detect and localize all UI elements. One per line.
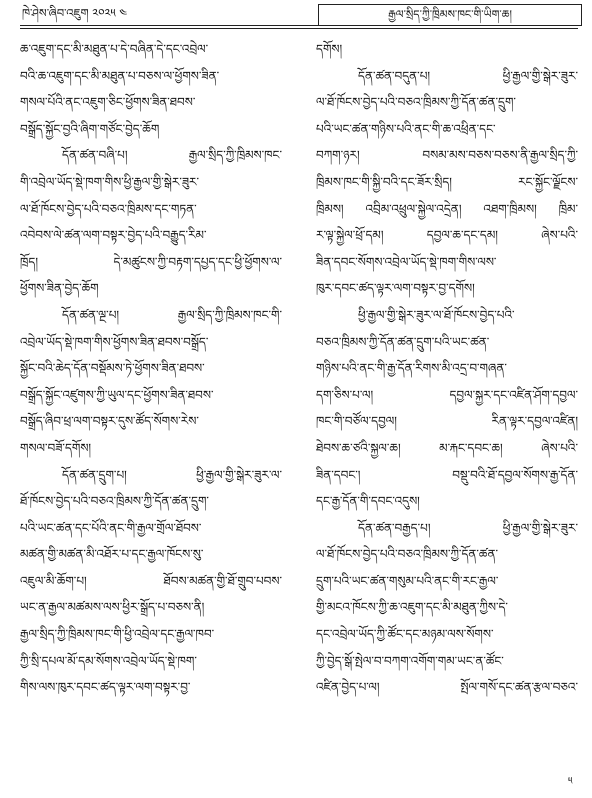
- text-line: འབེབས་ལེ་ཚན་ལག་བསྟར་བྱེད་པའི་བརྒྱུད་རིམ་: [20, 228, 207, 243]
- text-line: སྐྱོང་བའི་ཆེད་དོན་བསྡོམས་ཏེ་ཕྱོགས་ཟིན་ཐབས་: [20, 361, 205, 376]
- text-line: དང་རྒྱ་དོན་གི་དབང་འདུས།: [316, 494, 420, 509]
- text-line: ཕྱོགས་ཟིན་བྱེད་ཆོག: [20, 281, 99, 296]
- text-line: བསྒྲོད་སྐྱོང་བྱའི་ཞིག་གཙོང་བྱེད་ཆོག: [20, 121, 160, 136]
- running-header-left: ཁེ་ཤེས་ཞིབ་འཇུག ༢༠༢༥ ༤: [22, 6, 128, 20]
- text-line: འབྲེལ་ཡོད་སྡེ་ཁག་གིས་ཕྱོགས་ཟིན་ཐབས་བསྒྲོད་: [20, 334, 209, 349]
- text-line: ཁྲོད། དེ་མཚུངས་ཀྱི་བརྟག་དཔྱད་དང་ཕྱི་ཕྱོགས་ལ་: [20, 254, 282, 269]
- text-line: དོན་ཚན་བཞི་པ། རྒྱལ་སྲིད་ཀྱི་ཁྲིམས་ཁང་: [62, 148, 282, 163]
- header-rule-secondary: [20, 28, 578, 29]
- text-line: པའི་ཡང་ཚན་གཉིས་པའི་ནང་གི་ཆ་འཕྲིན་དང་: [316, 121, 496, 136]
- text-line: དོན་ཚན་བརྒྱད་པ། ཕྱི་རྒྱལ་གྱི་སྒེར་ཟུར་: [358, 520, 578, 535]
- text-line: གསལ་བཟོ་དགོས།: [20, 440, 92, 455]
- text-line: ཀྱི་བྱེད་སྒོ་སྤེལ་བ་བཀག་འགོག་གམ་ཡང་ན་ཚོང་: [316, 653, 504, 668]
- text-line: ཁང་གི་བཙོལ་དབྱལ། རིན་ལྟར་དབྱལ་འཛིན།: [316, 414, 578, 429]
- text-line: དྲུག་པའི་ཡང་ཚན་གསུམ་པའི་ནང་གི་རང་རྒྱལ་: [316, 573, 499, 588]
- text-line: མཚན་གྱི་མཚན་མི་འཐོར་པ་དང་རྒྱལ་ཁོངས་སུ་: [20, 547, 204, 562]
- page-number: ༥: [568, 776, 573, 787]
- right-text-column: [316, 36, 578, 701]
- text-line: བའི་ཆ་འཇུག་དང་མི་མཐུན་པ་བཅས་ལ་ཕྱོགས་ཟིན་: [20, 68, 220, 83]
- text-line: ཕྱི་རྒྱལ་གྱི་སྒེར་ཟུར་ལ་ཐོ་ཁོངས་བྱེད་པའི་: [358, 307, 515, 322]
- text-line: དོན་ཚན་དྲུག་པ། ཕྱི་རྒྱལ་གྱི་སྒེར་ཟུར་ལ་: [62, 467, 282, 482]
- text-line: ལ་ཐོ་ཁོངས་བྱེད་པའི་བཅའ་ཁྲིམས་ཀྱི་དོན་ཚན་དྲུག་: [316, 95, 516, 110]
- text-line: བཀག་ཉར། བསམ་མས་བཅས་བཅས་ནི་རྒྱལ་སྲིད་ཀྱི་: [316, 148, 578, 163]
- text-line: གིས་ལས་ཁུར་དབང་ཚད་ལྟར་ལག་བསྟར་བྱ་: [20, 680, 191, 695]
- text-line: ཐོ་ཁོངས་བྱེད་པའི་བཅའ་ཁྲིམས་ཀྱི་དོན་ཚན་དྲུག་: [20, 494, 209, 509]
- text-line: ཁྲིམས། འབྲིམ་འཕྲུལ་སྐྱེལ་འདྲེན། འཐག་ཁྲིམས། ཁྲིམ་: [316, 201, 578, 216]
- text-line: ཆ་འཇུག་དང་མི་མཐུན་པ་དེ་བཞིན་དེ་དང་འབྲེལ་: [20, 42, 209, 56]
- text-line: རྒྱལ་སྲིད་ཀྱི་ཁྲིམས་ཁང་གི་ཕྱི་འབྲེལ་དང་རྒྱལ་ཁབ་: [20, 627, 215, 642]
- text-line: འཛིན་བྱེད་པ་ལ། སྤོལ་གསོ་དང་ཚན་རྩལ་བཅའ་: [316, 680, 578, 695]
- text-line: ཐེབས་ཆ་ཙའི་སྐྱལ་ཆ། མ་རྐང་དབང་ཆ། ཞེས་པའི་: [316, 440, 578, 455]
- text-line: བསྒྲོད་སྐྱོང་འཛུགས་ཀྱི་ཡུལ་དང་ཕྱོགས་ཟིན་ཐབས་: [20, 387, 214, 402]
- text-line: གཉིས་པའི་ནང་གི་རྒྱ་དོན་རིགས་མི་འདྲ་བ་གཞན་: [316, 361, 507, 376]
- text-line: ཁུར་དབང་ཚད་ལྟར་ལག་བསྟར་བྱ་དགོས།: [316, 281, 475, 296]
- text-line: གསལ་པོའི་ནང་འཇུག་ཅིང་ཕྱོགས་ཟིན་ཐབས་: [20, 95, 196, 110]
- header-rule: [20, 25, 578, 26]
- text-line: གྱི་མངའ་ཁོངས་ཀྱི་ཆ་འཇུག་དང་མི་མཐུན་ཀྱིས་དེ་: [316, 600, 508, 615]
- text-line: ཟིན་དབང་། བསྡུ་བའི་ཐོ་དབྱལ་སོགས་རྒྱ་དོན་: [316, 467, 578, 482]
- text-line: དགོས།: [316, 42, 343, 56]
- text-line: པའི་ཡང་ཚན་དང་པོའི་ནང་གི་རྒྱལ་གྲོལ་ཐོབས་: [20, 520, 202, 535]
- left-text-column: [20, 36, 282, 701]
- running-header-right: རྒྱལ་སྲིད་ཀྱི་ཁྲིམས་ཁང་གི་ཡིག་ཆ།: [318, 4, 582, 26]
- text-line: བཅའ་ཁྲིམས་ཀྱི་དོན་ཚན་དྲུག་པའི་ཡང་ཚན་: [316, 334, 490, 349]
- text-line: དང་འབྲེལ་ཡོད་ཀྱི་ཚོང་དང་མཉམ་ལས་སོགས་: [316, 627, 494, 642]
- text-line: ལ་ཐོ་ཁོངས་བྱེད་པའི་བཅའ་ཁྲིམས་དང་གཏན་: [20, 201, 197, 216]
- text-line: དོན་ཚན་བདུན་པ། ཕྱི་རྒྱལ་གྱི་སྒེར་ཟུར་: [358, 68, 578, 83]
- text-line: ལ་ཐོ་ཁོངས་བྱེད་པའི་བཅའ་ཁྲིམས་ཀྱི་དོན་ཚན་: [316, 547, 498, 562]
- text-line: ཀྱི་སྲི་དཔལ་མོ་དམ་སོགས་འབྲེལ་ཡོད་སྡེ་ཁག་: [20, 653, 197, 668]
- text-line: དག་ཅིས་པ་ལ། དབྱལ་སྐྱར་དང་འཛིན་ཤོག་དབྱལ་: [316, 387, 578, 402]
- text-line: བསྒྲོད་ཞིབ་ཕྲ་ལག་བསྟར་དུས་ཚོད་སོགས་རེས་: [20, 414, 199, 429]
- text-line: འཇུལ་མི་ཆོག་པ། ཐོབས་མཚན་གྱི་ཐོ་གྲུབ་པབས་: [20, 573, 282, 588]
- text-line: ར་ལྟ་སྐྱེལ་ཕྲོ་དམ། དབྱལ་ཆ་དང་དམ། ཞེས་པའི་: [316, 228, 578, 243]
- text-line: ཡང་ན་རྒྱལ་མཚམས་ལས་ཕྱིར་སྒྲོད་པ་བཅས་ནི།: [20, 600, 205, 615]
- text-line: ཟིན་དབང་སོགས་འབྲེལ་ཡོད་སྡེ་ཁག་གིས་ལས་: [316, 254, 497, 269]
- text-line: དོན་ཚན་ལྔ་པ། རྒྱལ་སྲིད་ཀྱི་ཁྲིམས་ཁང་གི་: [62, 307, 282, 322]
- text-line: གི་འབྲེལ་ཡོད་སྡེ་ཁག་གིས་ཕྱི་རྒྱལ་གྱི་སྒེར་ཟུར་: [20, 174, 200, 189]
- text-line: ཁྲིམས་ཁང་གི་སྐྱི་བའི་དང་ཟོར་སྲིད། རང་སྐྱོང་ལྗོངས་: [316, 174, 578, 189]
